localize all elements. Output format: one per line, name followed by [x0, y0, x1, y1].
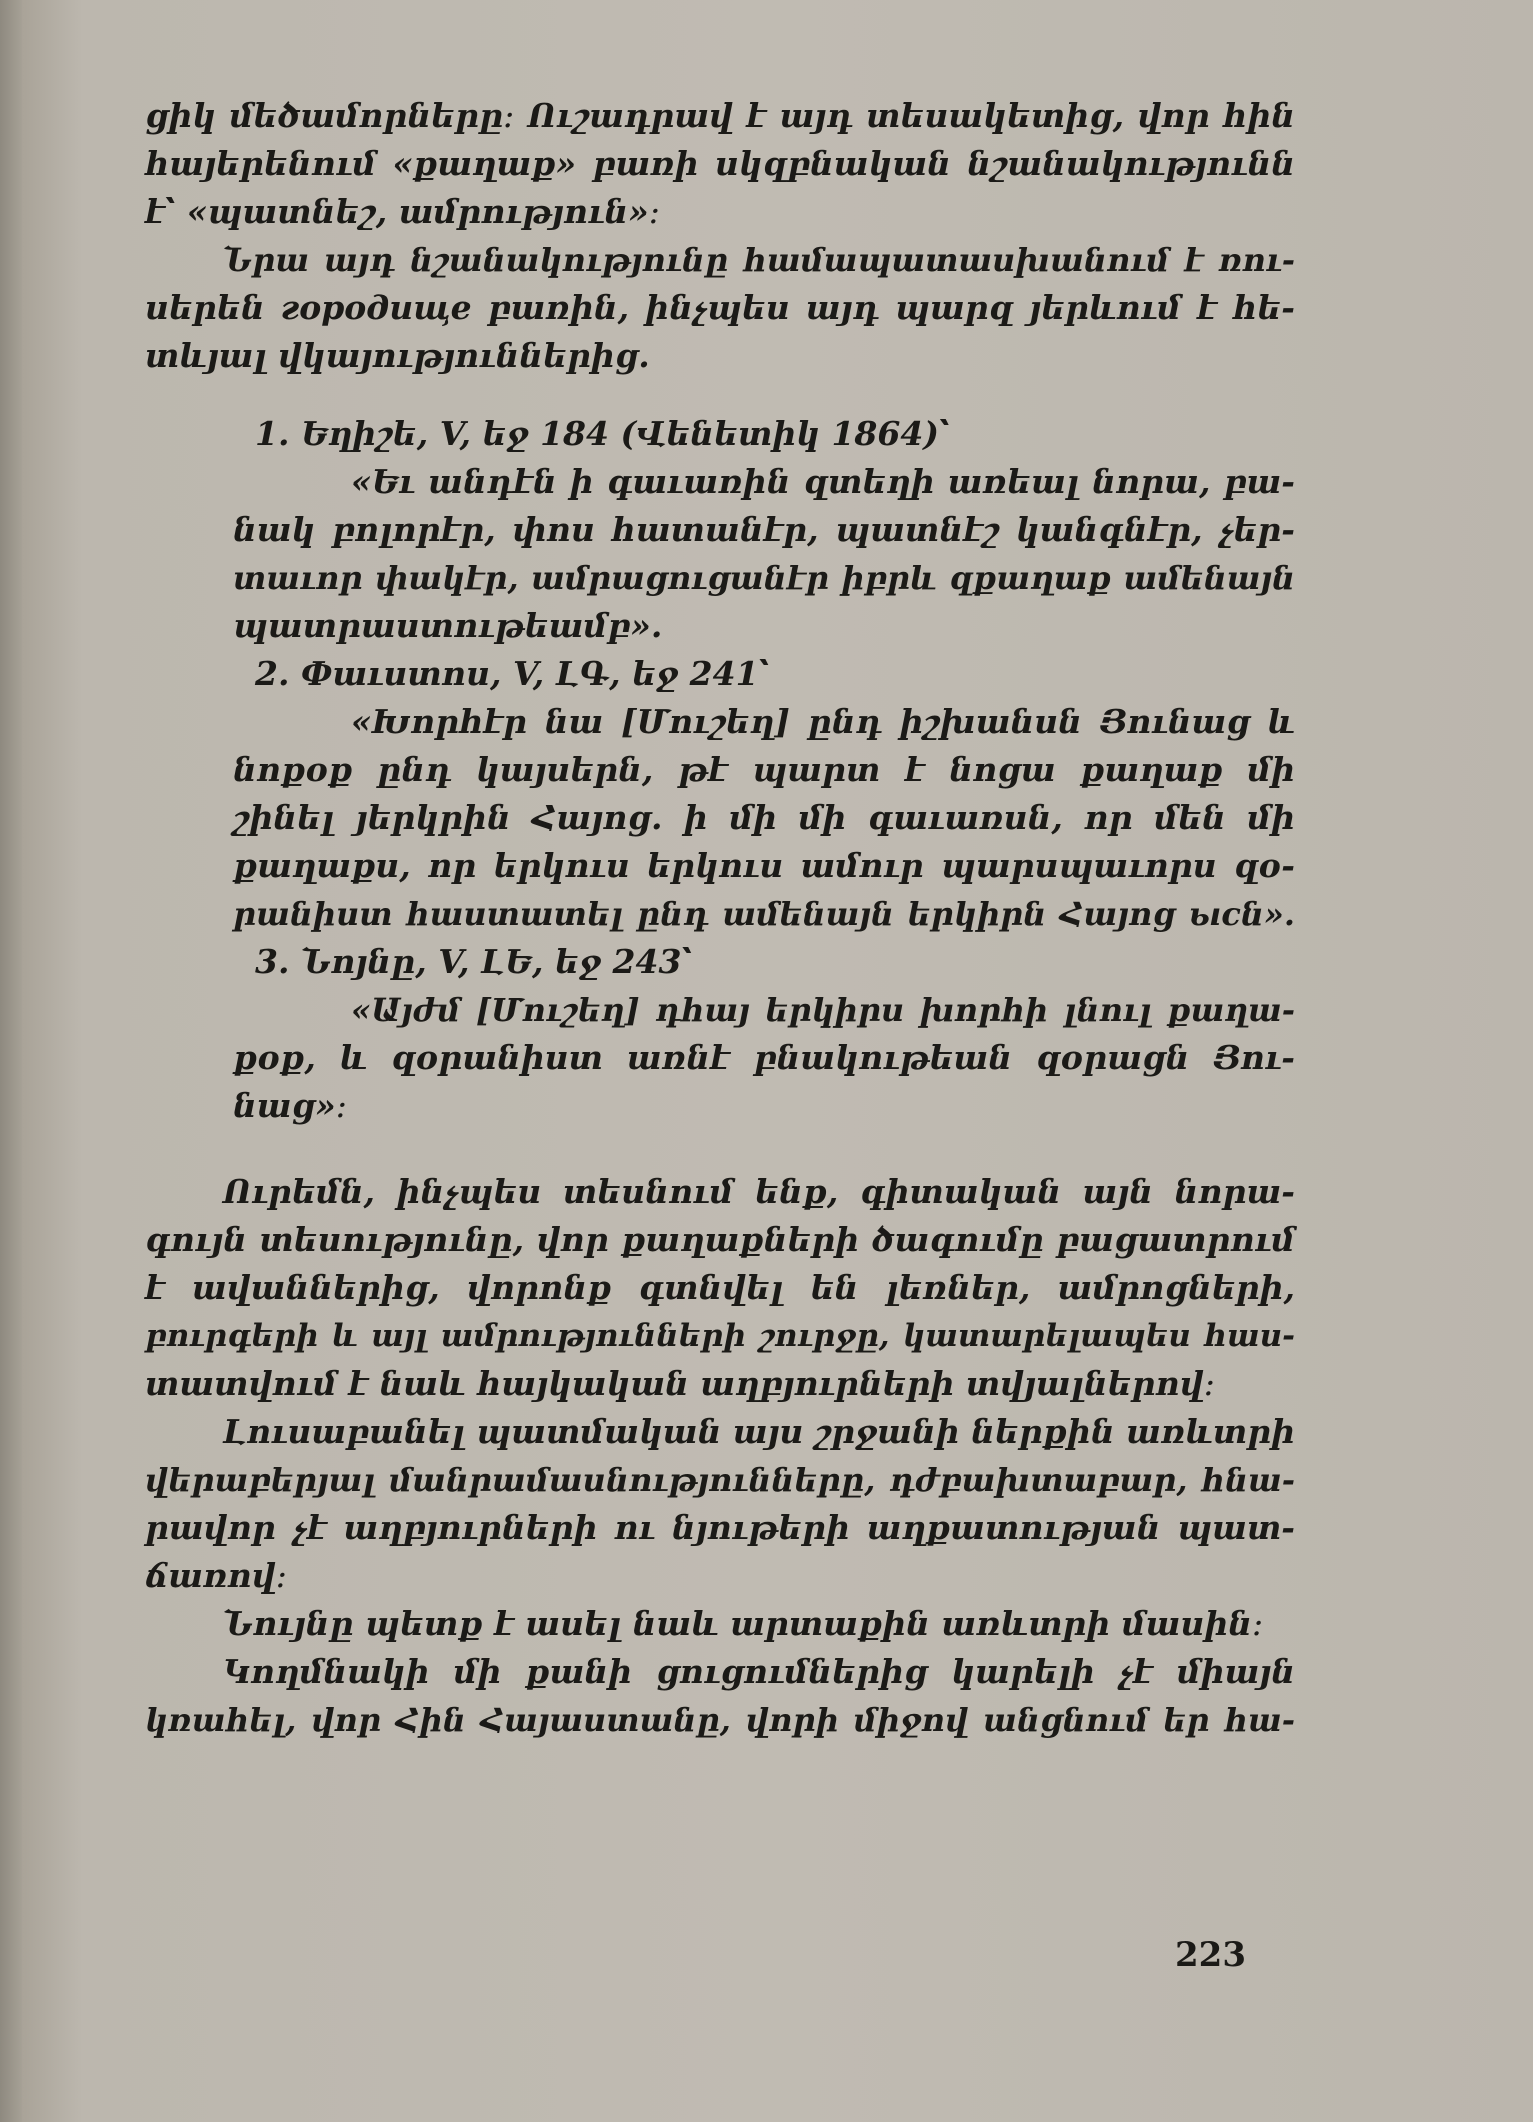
text-line: ճառով։: [145, 1556, 288, 1595]
quote-line: քաղաքս, որ երկուս երկուս ամուր պարսպաւորս զօ-: [233, 846, 1295, 885]
quote-line: նաց»։: [233, 1086, 347, 1125]
text-line: տևյալ վկայություններից.: [145, 336, 650, 375]
citation-heading: 1. Եղիշե, V, եջ 184 (Վենետիկ 1864)՝: [255, 414, 950, 453]
text-line: Նրա այդ նշանակությունը համապատասխանում է ռու-: [223, 241, 1295, 279]
quote-line: նակ բոլորէր, փոս հատանէր, պատնէշ կանգնէր, չեր-: [233, 510, 1295, 549]
text-line: է՝ «պատնեշ, ամրություն»։: [145, 192, 660, 231]
text-line: հայերենում «քաղաք» բառի սկզբնական նշանակությունն: [145, 144, 1295, 183]
page-number: 223: [1175, 1935, 1246, 1975]
quote-line: րանիստ հաստատել ընդ ամենայն երկիրն Հայոց ысն».: [233, 895, 1295, 933]
text-line: վերաբերյալ մանրամասնությունները, դժբախտաբար, հնա-: [145, 1461, 1295, 1499]
text-line: գույն տեսությունը, վոր քաղաքների ծագումը բացատրում: [145, 1220, 1295, 1259]
text-line: սերեն городище բառին, ինչպես այդ պարզ յերևում է հե-: [145, 288, 1295, 327]
text-line: կռահել, վոր Հին Հայաստանը, վորի միջով անցնում եր հա-: [145, 1701, 1295, 1739]
spacer: [145, 1130, 1295, 1168]
text-line: բուրգերի և այլ ամրությունների շուրջը, կատարելապես հաս-: [145, 1318, 1295, 1354]
quote-line: «Խորհէր նա [Մուշեղ] ընդ իշխանսն Յունաց և: [351, 702, 1295, 741]
text-line: Ուրեմն, ինչպես տեսնում ենք, գիտական այն նորա-: [223, 1172, 1295, 1211]
text-line: է ավաններից, վորոնք գտնվել են լեռներ, ամրոցների,: [145, 1268, 1295, 1307]
quote-line: «Եւ անդէն ի գաւառին զտեղի առեալ նորա, բա-: [351, 462, 1295, 501]
text-line: ցիկ մեծամորները։ Ուշադրավ է այդ տեսակետից, վոր հին: [145, 96, 1295, 135]
quote-line: քօք, և զօրանիստ առնէ բնակութեան զօրացն Յու-: [233, 1038, 1295, 1077]
page-body-text: [145, 92, 1295, 1744]
citation-heading: 3. Նոյնը, V, ԼԵ, եջ 243՝: [255, 942, 693, 981]
quote-line: «Այժմ [Մուշեղ] դհայ երկիրս խորհի լնուլ քաղա-: [351, 991, 1295, 1029]
text-line: րավոր չէ աղբյուրների ու նյութերի աղքատության պատ-: [145, 1508, 1295, 1547]
quote-line: նոքօք ընդ կայսերն, թէ պարտ է նոցա քաղաք մի: [233, 750, 1295, 789]
citation-heading: 2. Փաւստոս, V, ԼԳ, եջ 241՝: [255, 654, 770, 693]
spacer: [145, 380, 1295, 410]
text-line: Նույնը պետք է ասել նաև արտաքին առևտրի մասին։: [223, 1604, 1264, 1643]
quote-line: պատրաստութեամբ».: [233, 606, 663, 645]
quote-line: շինել յերկրին Հայոց. ի մի մի գաւառսն, որ մեն մի: [233, 798, 1295, 837]
text-line: Կողմնակի մի քանի ցուցումներից կարելի չէ միայն: [223, 1652, 1295, 1691]
text-line: տատվում է նաև հայկական աղբյուրների տվյալներով։: [145, 1364, 1215, 1403]
quote-line: տաւոր փակէր, ամրացուցանէր իբրև զքաղաք ամենայն: [233, 559, 1295, 597]
text-line: Լուսաբանել պատմական այս շրջանի ներքին առևտրի: [223, 1412, 1295, 1451]
book-binding-edge: [0, 0, 22, 2122]
